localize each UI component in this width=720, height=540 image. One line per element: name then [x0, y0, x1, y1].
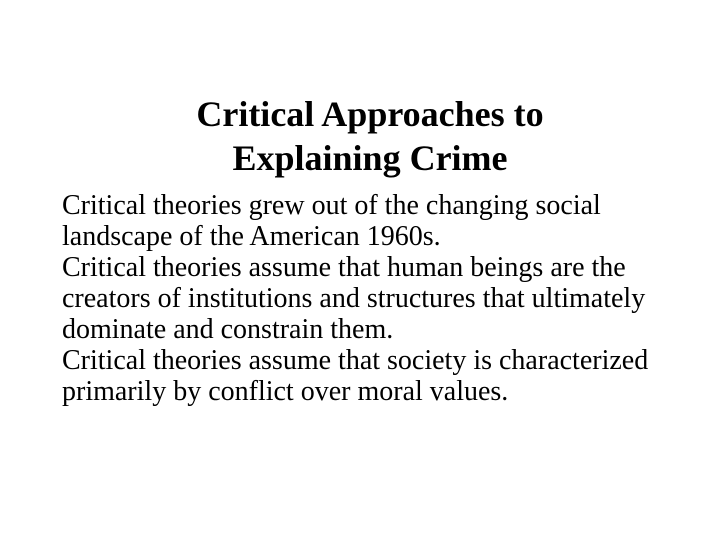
bullet-list: [62, 190, 682, 407]
bullet-item-3: Critical theories assume that society is characterized primarily by conflict over moral values.: [62, 345, 649, 407]
slide-title-line-2: Explaining Crime: [232, 138, 508, 178]
slide-title-line-1: Critical Approaches to: [196, 94, 544, 134]
bullet-item-2: Critical theories assume that human beings are the creators of institutions and structures that ultimately dominate and constrain them.: [62, 252, 646, 345]
slide-title: [130, 92, 610, 180]
bullet-item-1: Critical theories grew out of the changing social landscape of the American 1960s.: [62, 190, 601, 252]
